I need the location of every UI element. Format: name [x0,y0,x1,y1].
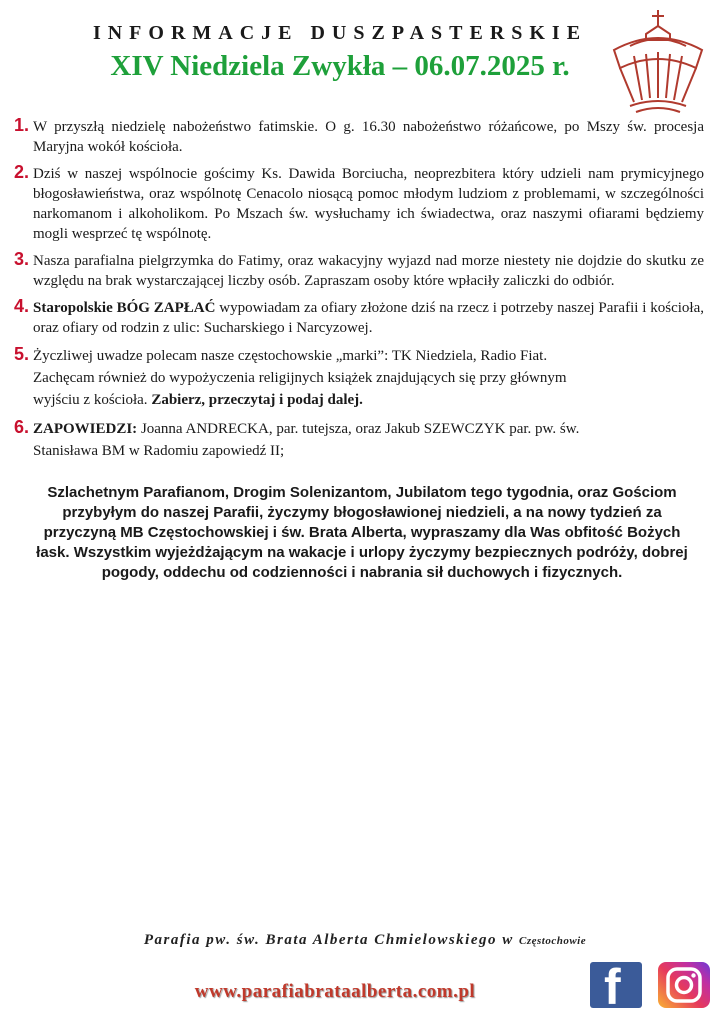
item-number: 6. [14,417,30,437]
announcement-item-5 [14,345,704,411]
announcement-item-4 [14,298,704,338]
page-subtitle: XIV Niedziela Zwykła – 06.07.2025 r. [110,50,570,82]
website-link[interactable]: www.parafiabrataalberta.com.pl [194,981,476,1002]
item-bold-lead: Staropolskie BÓG ZAPŁAĆ [33,300,216,316]
instagram-icon[interactable] [658,962,710,1008]
item-bold-lead: ZAPOWIEDZI: [33,421,138,437]
church-logo-icon [600,6,716,118]
item-number: 2. [14,162,30,182]
greeting-paragraph: Szlachetnym Parafianom, Drogim Solenizantom, Jubilatom tego tygodnia, oraz Gościom przybyłym do naszej Parafii, życzymy błogosławionej niedzieli, a na nowy tydzień za przyczyną MB Częstochowskiej i św. Brata Alberta, wypraszamy dla Was obfitość Bożych łask. Wszystkim wyjeżdżającym na wakacje i urlopy życzymy bezpiecznych podróży, dobrej pogody, oddechu od codzienności i nabrania sił duchowych i fizycznych. [36,484,688,581]
announcement-item-1 [14,117,704,157]
announcement-item-6 [14,418,704,462]
facebook-icon[interactable]: f [590,962,642,1008]
item-text-rest: wypowiadam za ofiary złożone dziś na rzecz i potrzeby naszej Parafii i kościoła, oraz ofiary od rodzin z ulic: Sucharskiego i Narcyzowej. [33,300,705,336]
item-number: 5. [14,344,30,364]
page-title: INFORMACJE DUSZPASTERSKIE [92,22,588,44]
item-text: W przyszłą niedzielę nabożeństwo fatimskie. O g. 16.30 nabożeństwo różańcowe, po Mszy św. procesja Maryjna wokół kościoła. [33,119,704,155]
item-line-2: Zachęcam również do wypożyczenia religijnych książek znajdujących się przy głównym [33,370,567,386]
item-number: 3. [14,249,30,269]
footer-parish-name [40,932,690,949]
item-text: Dziś w naszej wspólnocie gościmy Ks. Dawida Borciucha, neoprezbitera który udzieli nam prymicyjnego błogosławieństwa, oraz wspólnotę Cenacolo niosącą pomoc młodym ludziom z problemami, w szczególności narkomanom i alkoholikom. Po Mszach św. wysłuchamy ich świadectwa, oraz naszymi ofiarami będziemy mogli wesprzeć tę wspólnotę. [33,166,704,242]
item-line-1: Życzliwej uwadze polecam nasze częstochowskie „marki”: TK Niedziela, Radio Fiat. [33,348,548,364]
item-line-3-bold: Zabierz, przeczytaj i podaj dalej. [151,392,363,408]
item-text [33,300,704,336]
item-line-1-text: Joanna ANDRECKA, par. tutejsza, oraz Jakub SZEWCZYK par. pw. św. [137,421,580,437]
item-text: Nasza parafialna pielgrzymka do Fatimy, oraz wakacyjny wyjazd nad morze niestety nie dojdzie do skutku ze względu na brak wystarczającej liczby osób. Zapraszam osoby które wpłaciły zaliczki do odbiór. [33,253,704,289]
item-line-3 [33,389,704,411]
item-line-3-text: wyjściu z kościoła. [33,392,152,408]
item-number: 4. [14,296,30,316]
item-line-2: Stanisława BM w Radomiu zapowiedź II; [33,443,285,459]
announcement-item-2 [14,164,704,244]
footer-parish-text: Parafia pw. św. Brata Alberta Chmielowskiego w [143,932,514,948]
announcement-item-3 [14,251,704,291]
item-number: 1. [14,115,30,135]
footer-city: Częstochowie [519,935,587,947]
item-line-1 [33,418,704,440]
